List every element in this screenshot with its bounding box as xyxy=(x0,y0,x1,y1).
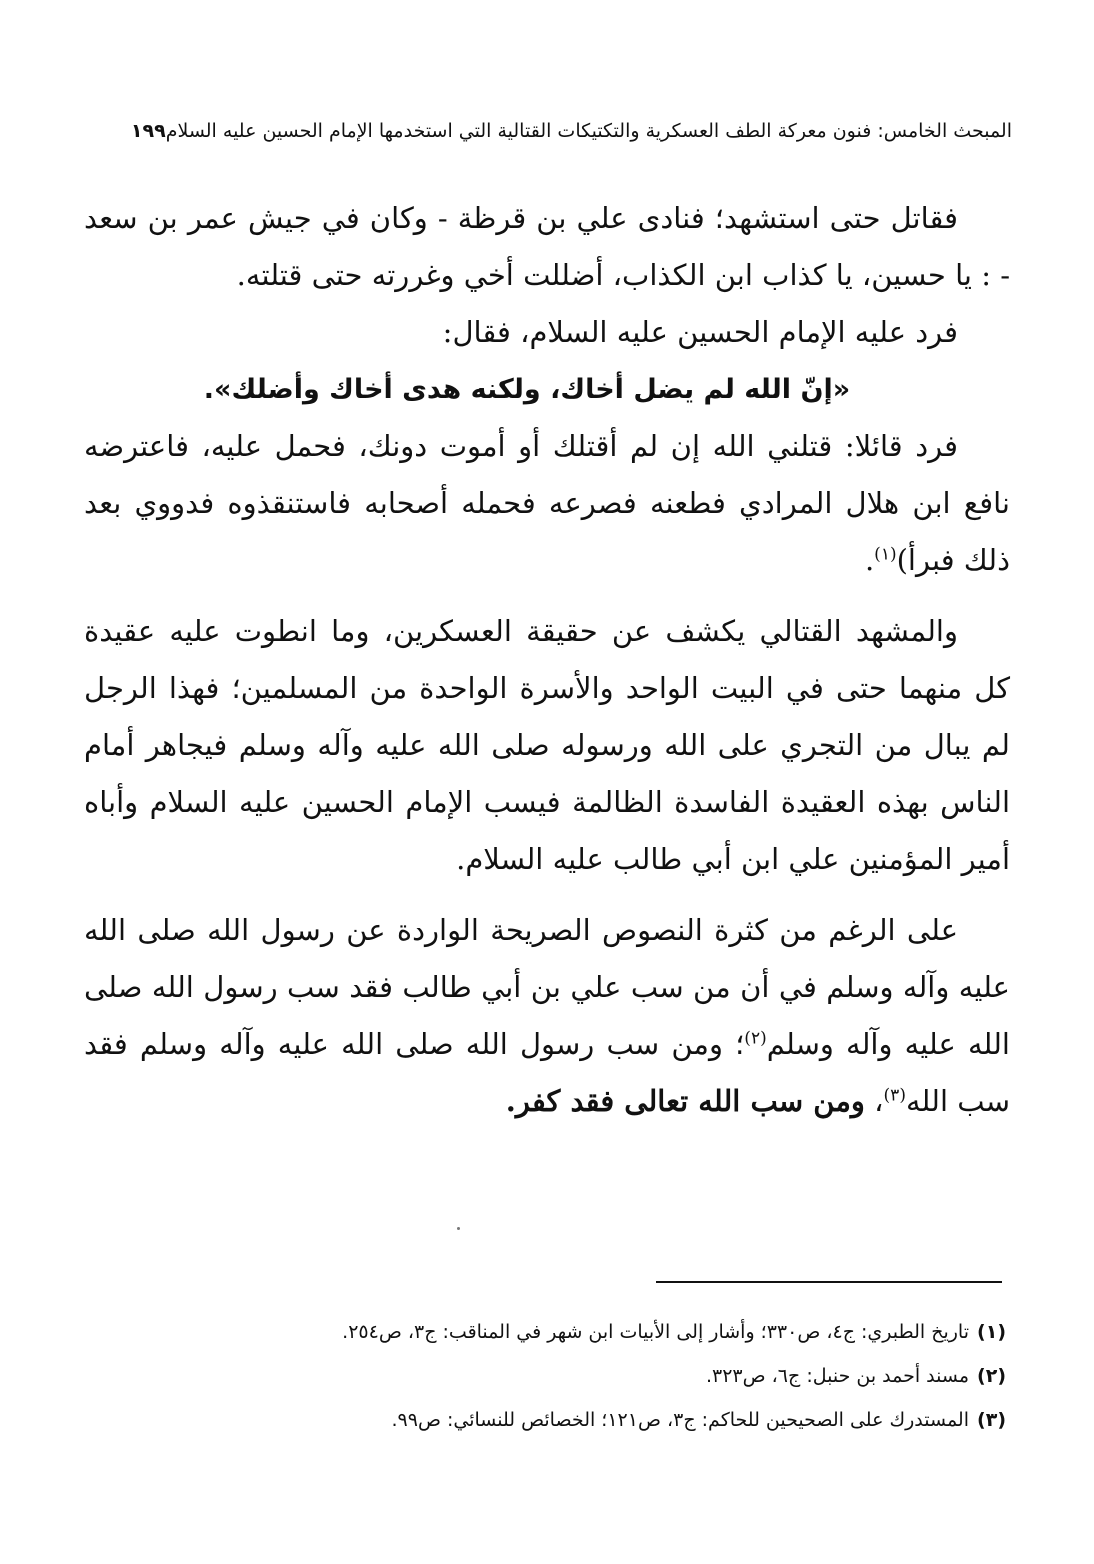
page-number: ١٩٩ xyxy=(130,120,166,142)
paragraph-ruling-part3: ، xyxy=(874,1084,884,1118)
footnote-number: (٢) xyxy=(977,1365,1006,1387)
paragraph-ruling xyxy=(84,902,1010,1130)
paragraph-imam-reply-intro: فرد عليه الإمام الحسين عليه السلام، فقال: xyxy=(442,315,958,349)
paragraph-ruling-part1: على الرغم من كثرة النصوص الصريحة الواردة عن رسول الله صلى الله عليه وآله وسلم في أن من سب علي بن أبي طالب فقد سب رسول الله صلى الله عليه وآله وسلم xyxy=(84,913,1010,1061)
paragraph-ruling-conclusion: ومن سب الله تعالى فقد كفر. xyxy=(505,1084,865,1118)
footnote-3 xyxy=(88,1398,1006,1442)
running-header xyxy=(82,116,1012,146)
footnote-number: (١) xyxy=(977,1321,1006,1343)
footnote-ref-2[interactable]: (٢) xyxy=(744,1028,767,1049)
footnote-number: (٣) xyxy=(977,1409,1006,1431)
footnote-text: المستدرك على الصحيحين للحاكم: ج٣، ص١٢١؛ الخصائص للنسائي: ص٩٩. xyxy=(391,1409,970,1431)
paragraph-gap xyxy=(84,888,1010,902)
paragraph-attack-end: . xyxy=(864,543,875,577)
footnotes xyxy=(88,1310,1006,1442)
paragraph-attack xyxy=(84,418,1010,589)
paragraph-analysis: والمشهد القتالي يكشف عن حقيقة العسكرين، وما انطوت عليه عقيدة كل منهما حتى في البيت الواحد والأسرة الواحدة من المسلمين؛ فهذا الرجل لم يبال من التجري على الله ورسوله صلى الله عليه وآله وسلم فيجاهر أمام الناس بهذه العقيدة الفاسدة الظالمة فيسب الإمام الحسين عليه السلام وأباه أمير المؤمنين علي ابن أبي طالب عليه السلام. xyxy=(84,614,1010,876)
chapter-title: المبحث الخامس: فنون معركة الطف العسكرية والتكتيكات القتالية التي استخدمها الإمام الحسين عليه السلام xyxy=(165,120,1012,142)
footnote-text: مسند أحمد بن حنبل: ج٦، ص٣٢٣. xyxy=(705,1365,970,1387)
paragraph-attack-text: فرد قائلا: قتلني الله إن لم أقتلك أو أموت دونك، فحمل عليه، فاعترضه نافع ابن هلال المرادي فطعنه فصرعه فحمله أصحابه فاستنقذوه فدووي بعد ذلك فبرأ) xyxy=(84,429,1010,577)
quote-imam-reply: «إنّ الله لم يضل أخاك، ولكنه هدى أخاك وأضلك». xyxy=(203,374,851,405)
footnote-2 xyxy=(88,1354,1006,1398)
footnote-text: تاريخ الطبري: ج٤، ص٣٣٠؛ وأشار إلى الأبيات ابن شهر في المناقب: ج٣، ص٢٥٤. xyxy=(342,1321,970,1343)
paragraph-ruling-part2: ؛ ومن سب رسول الله صلى الله عليه وآله وسلم فقد سب الله xyxy=(84,1027,1010,1118)
body-text xyxy=(84,190,1010,1130)
footnote-1 xyxy=(88,1310,1006,1354)
paragraph-battle-account: فقاتل حتى استشهد؛ فنادى علي بن قرظة - وكان في جيش عمر بن سعد - : يا حسين، يا كذاب ابن الكذاب، أضللت أخي وغررته حتى قتلته. xyxy=(84,201,1010,292)
footnote-separator xyxy=(656,1281,1002,1283)
footnote-ref-1[interactable]: (١) xyxy=(874,544,897,565)
paragraph-gap xyxy=(84,589,1010,603)
footnote-ref-3[interactable]: (٣) xyxy=(883,1085,906,1106)
print-speck xyxy=(457,1227,460,1230)
